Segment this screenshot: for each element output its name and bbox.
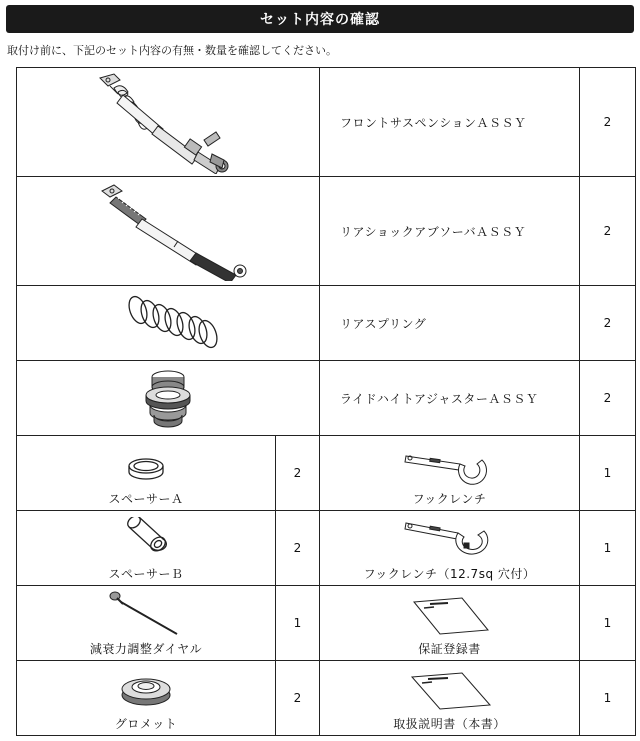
item-qty: 2 [276, 436, 320, 511]
spacer-a-icon [121, 454, 171, 486]
warranty-form-icon [400, 594, 500, 636]
item-name: リアスプリング [320, 286, 580, 361]
table-row [17, 661, 636, 736]
intro-text: 取付け前に、下記のセット内容の有無・数量を確認してください。 [7, 44, 337, 57]
item-qty: 2 [276, 511, 320, 586]
item-name: 保証登録書 [418, 642, 481, 656]
item-cell [17, 436, 276, 511]
spacer-b-icon [121, 517, 171, 561]
ride-height-adjuster-icon [128, 365, 208, 431]
item-image-cell [17, 286, 320, 361]
table-row [17, 177, 636, 286]
item-qty: 1 [276, 586, 320, 661]
item-name: ライドハイトアジャスターＡＳＳＹ [320, 361, 580, 436]
grommet-icon [116, 669, 176, 711]
item-qty: 2 [580, 361, 636, 436]
item-qty: 2 [580, 68, 636, 177]
item-cell [320, 511, 580, 586]
hook-wrench-square-hole-icon [400, 517, 500, 561]
item-cell [17, 661, 276, 736]
item-name: スペーサーＢ [108, 567, 184, 581]
item-name: リアショックアブソーバＡＳＳＹ [320, 177, 580, 286]
item-qty: 1 [580, 511, 636, 586]
item-qty: 2 [580, 177, 636, 286]
table-row [17, 361, 636, 436]
item-name: フックレンチ [412, 492, 487, 506]
front-suspension-icon [18, 70, 318, 174]
damping-dial-icon [101, 588, 191, 636]
table-row [17, 511, 636, 586]
table-row [17, 586, 636, 661]
item-image-cell [17, 361, 320, 436]
item-name: グロメット [114, 717, 178, 731]
item-qty: 1 [580, 586, 636, 661]
item-image-cell [17, 68, 320, 177]
contents-table [16, 67, 636, 736]
manual-icon [400, 669, 500, 711]
item-qty: 2 [276, 661, 320, 736]
rear-shock-absorber-icon [18, 181, 318, 281]
table-row [17, 286, 636, 361]
item-qty: 2 [580, 286, 636, 361]
item-cell [17, 511, 276, 586]
item-cell [320, 436, 580, 511]
item-cell [320, 586, 580, 661]
page-title: セット内容の確認 [6, 5, 634, 33]
item-name: 減衰力調整ダイヤル [89, 642, 203, 656]
item-cell [320, 661, 580, 736]
table-row [17, 68, 636, 177]
rear-spring-icon [108, 288, 228, 358]
item-name: フロントサスペンションＡＳＳＹ [320, 68, 580, 177]
item-image-cell [17, 177, 320, 286]
item-name: フックレンチ（12.7sq 穴付） [363, 567, 536, 581]
hook-wrench-icon [400, 448, 500, 486]
table-row [17, 436, 636, 511]
item-cell [17, 586, 276, 661]
item-name: スペーサーＡ [108, 492, 184, 506]
item-name: 取扱説明書（本書） [393, 717, 506, 731]
item-qty: 1 [580, 436, 636, 511]
item-qty: 1 [580, 661, 636, 736]
